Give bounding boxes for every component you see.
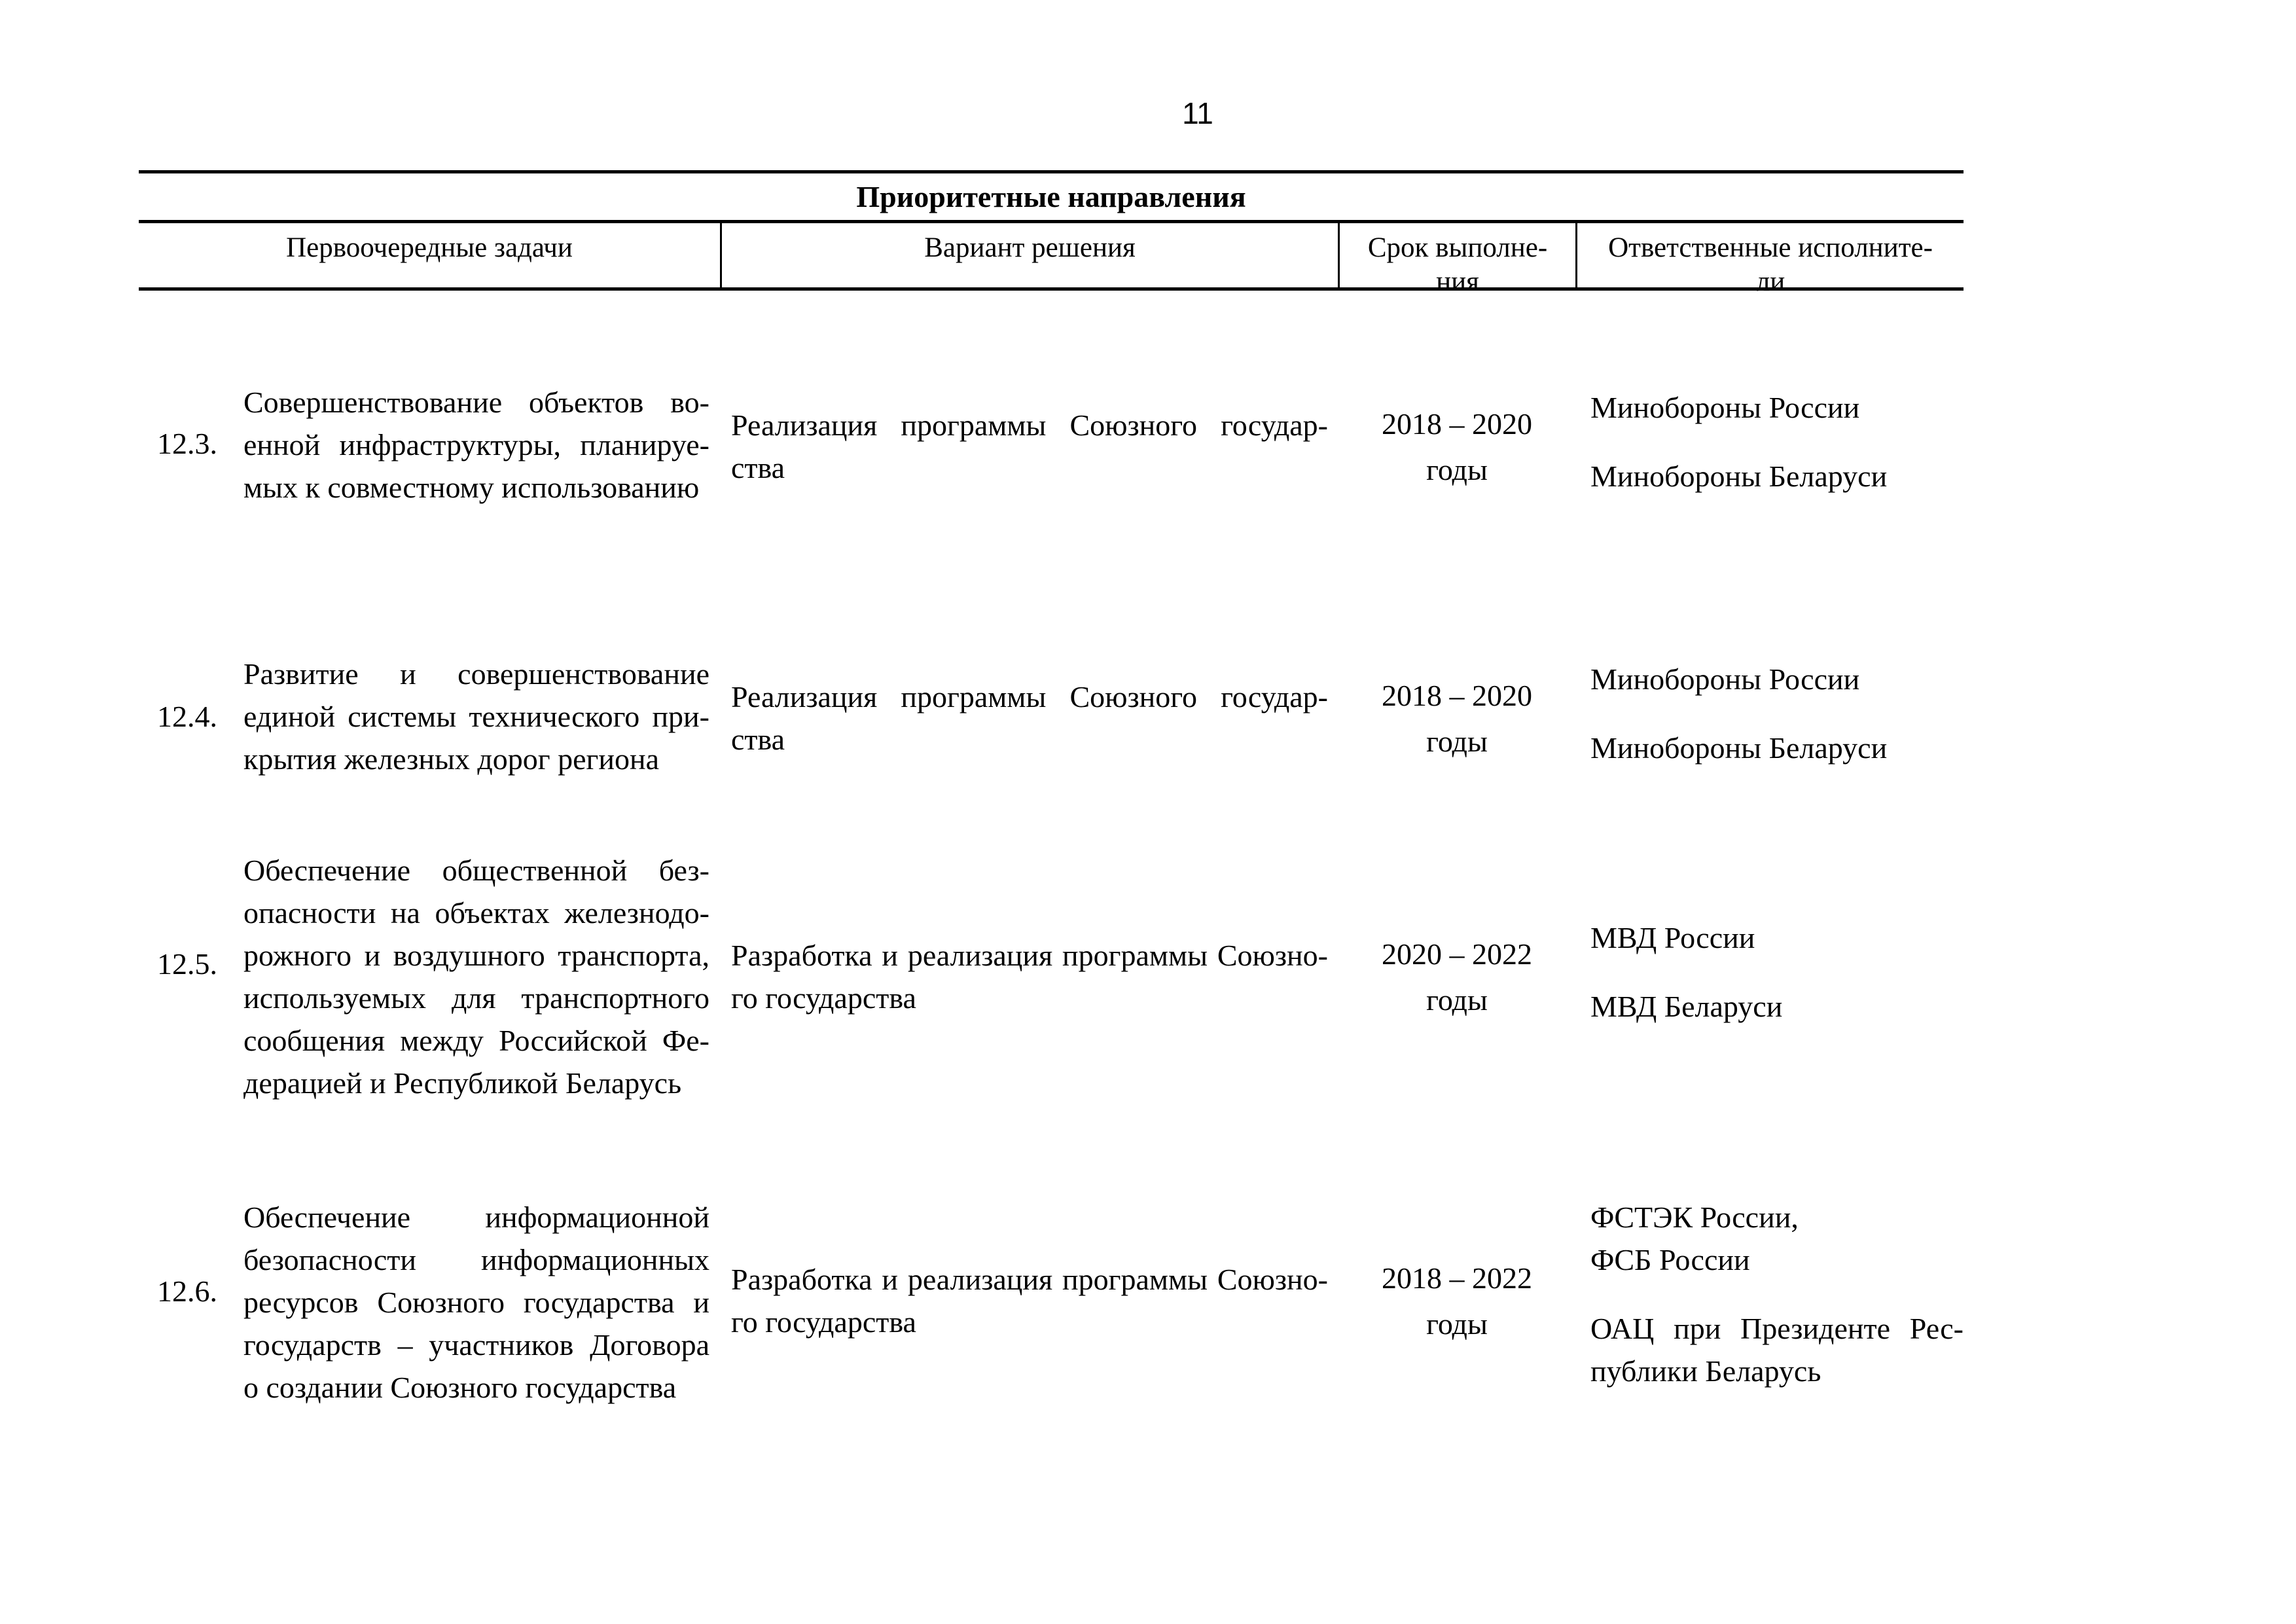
task-line: государств – участников Договора [243, 1328, 709, 1362]
priority-table [139, 170, 1964, 297]
solution-line: Разработка и реализация программы Союзно- [731, 1263, 1328, 1296]
task-line: Совершенствование объектов во- [243, 386, 709, 419]
task-line: Обеспечение информационной [243, 1200, 709, 1234]
cell-responsible [1590, 386, 1964, 497]
task-line: опасности на объектах железнодо- [243, 896, 709, 929]
term-line: 2018 – 2020 [1382, 679, 1532, 712]
header-cell-tasks: Первоочередные задачи [286, 232, 573, 263]
solution-line: го государства [731, 981, 916, 1015]
responsible-group [1590, 916, 1964, 959]
cell-solution [731, 676, 1328, 761]
header-responsible-line: Ответственные исполните- [1608, 232, 1933, 263]
term-line: годы [1426, 725, 1488, 758]
table-title: Приоритетные направления [139, 173, 1964, 223]
solution-line: Реализация программы Союзного государ- [731, 408, 1328, 442]
responsible-group [1590, 658, 1964, 700]
responsible-group [1590, 455, 1964, 497]
term-line: 2020 – 2022 [1382, 937, 1532, 971]
responsible-line: Минобороны России [1590, 391, 1860, 424]
term-line: годы [1426, 983, 1488, 1017]
term-line: 2018 – 2022 [1382, 1261, 1532, 1295]
cell-responsible [1590, 916, 1964, 1028]
header-cell-responsible [1575, 223, 1964, 297]
header-responsible-line: ли [1755, 266, 1785, 297]
cell-task [243, 849, 709, 1104]
row-number: 12.3. [157, 427, 217, 460]
solution-line: ства [731, 723, 785, 756]
header-term-line: ния [1436, 266, 1479, 297]
header-term-line: Срок выполне- [1367, 232, 1548, 263]
solution-line: го государства [731, 1305, 916, 1339]
cell-term [1339, 673, 1575, 765]
responsible-group [1590, 386, 1964, 429]
cell-responsible [1590, 1196, 1964, 1392]
responsible-group [1590, 1196, 1964, 1281]
task-line: Обеспечение общественной без- [243, 854, 709, 887]
task-line: единой системы технического при- [243, 700, 709, 733]
solution-line: Реализация программы Союзного государ- [731, 680, 1328, 713]
cell-solution [731, 934, 1328, 1019]
solution-line: Разработка и реализация программы Союзно- [731, 939, 1328, 972]
responsible-line: публики Беларусь [1590, 1354, 1821, 1388]
cell-term [1339, 401, 1575, 493]
page-number: 11 [1182, 96, 1213, 130]
responsible-line: Минобороны Беларуси [1590, 731, 1888, 765]
responsible-line: МВД России [1590, 921, 1755, 954]
task-line: о создании Союзного государства [243, 1371, 677, 1404]
task-line: крытия железных дорог региона [243, 742, 660, 776]
row-number: 12.4. [157, 700, 217, 733]
header-cell-solution: Вариант решения [720, 223, 1338, 287]
responsible-line: Минобороны России [1590, 662, 1860, 696]
cell-task [243, 653, 709, 780]
task-line: мых к совместному использованию [243, 471, 700, 504]
term-line: годы [1426, 1307, 1488, 1341]
cell-task [243, 381, 709, 509]
header-cell-term [1338, 223, 1575, 297]
term-line: годы [1426, 453, 1488, 486]
responsible-line: ФСТЭК России, [1590, 1200, 1799, 1234]
cell-term [1339, 931, 1575, 1023]
solution-line: ства [731, 451, 785, 484]
term-line: 2018 – 2020 [1382, 407, 1532, 441]
task-line: Развитие и совершенствование [243, 657, 709, 691]
task-line: ресурсов Союзного государства и [243, 1286, 709, 1319]
responsible-group [1590, 1307, 1964, 1392]
task-line: дерацией и Республикой Беларусь [243, 1066, 682, 1100]
row-number: 12.6. [157, 1274, 217, 1308]
cell-solution [731, 404, 1328, 489]
cell-responsible [1590, 658, 1964, 769]
responsible-line: МВД Беларуси [1590, 990, 1783, 1023]
row-number: 12.5. [157, 947, 217, 981]
responsible-line: ОАЦ при Президенте Рес- [1590, 1312, 1964, 1345]
responsible-group [1590, 727, 1964, 769]
cell-solution [731, 1258, 1328, 1343]
task-line: сообщения между Российской Фе- [243, 1024, 709, 1057]
cell-term [1339, 1255, 1575, 1347]
cell-task [243, 1196, 709, 1409]
responsible-line: Минобороны Беларуси [1590, 460, 1888, 493]
task-line: безопасности информационных [243, 1243, 709, 1276]
task-line: рожного и воздушного транспорта, [243, 939, 709, 972]
task-line: енной инфраструктуры, планируе- [243, 428, 709, 461]
responsible-line: ФСБ России [1590, 1243, 1750, 1276]
table-header [139, 223, 1964, 297]
task-line: используемых для транспортного [243, 981, 709, 1015]
responsible-group [1590, 985, 1964, 1028]
